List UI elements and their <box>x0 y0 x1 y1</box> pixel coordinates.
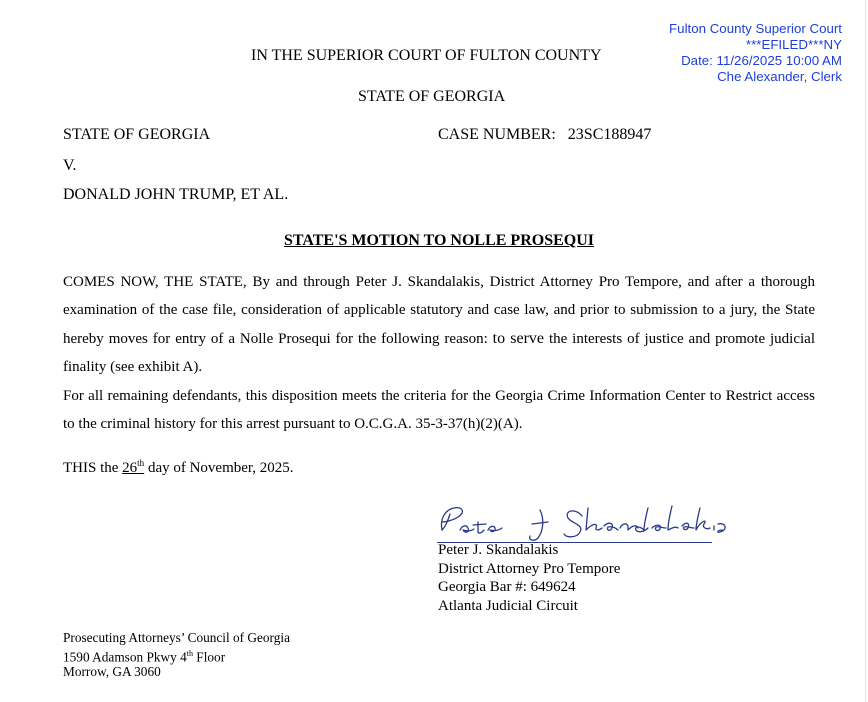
body-paragraph-2: For all remaining defendants, this disposition meets the criteria for the Georgia Crime Information Center to Restrict access to the criminal history for this arrest pursuant to O.C.G.A. 35-3-37(h)(2)(A). <box>63 387 815 433</box>
dated-day-suffix: th <box>137 458 145 468</box>
body-paragraph-1 <box>63 268 815 382</box>
case-number <box>438 126 651 144</box>
motion-title-text: STATE'S MOTION TO NOLLE PROSEQUI <box>283 232 594 249</box>
stamp-clerk: Che Alexander, Clerk <box>717 69 842 84</box>
motion-title <box>0 232 868 250</box>
footer-street-sup: th <box>186 648 193 658</box>
state-heading: STATE OF GEORGIA <box>358 88 506 105</box>
stamp-date: Date: 11/26/2025 10:00 AM <box>681 53 842 68</box>
handwritten-signature <box>432 500 732 544</box>
signer-circuit: Atlanta Judicial Circuit <box>438 597 578 614</box>
footer-street <box>63 646 290 665</box>
plaintiff-name: STATE OF GEORGIA <box>63 126 211 143</box>
efiled-stamp <box>669 21 842 85</box>
footer-street-b: Floor <box>192 648 226 664</box>
footer-city: Morrow, GA 3060 <box>63 664 161 680</box>
defendant-name: DONALD JOHN TRUMP, ET AL. <box>63 186 289 203</box>
para1-text-c: the interests of justice and promote judicial finality (see exhibit A). <box>63 330 815 376</box>
motion-body <box>63 268 815 438</box>
versus-mark: V. <box>63 157 77 174</box>
page-edge <box>865 0 866 702</box>
footer-organization: Prosecuting Attorneys’ Council of Georgia <box>63 630 290 645</box>
dated-line <box>63 458 294 477</box>
para1-text-a: COMES NOW, THE STATE, By and through Peter J. Skandalakis, District Attorney Pro Tempore, and after a thorough examination of the case file, consideration of applicable statutory and case law, and prior to submission to a jury, the State hereby moves for entry of a Nolle Prosequi for the following reason: <box>63 274 815 347</box>
signer-role: District Attorney Pro Tempore <box>438 560 621 577</box>
dated-day-number: 26 <box>122 460 138 476</box>
footer-address <box>63 630 290 680</box>
dated-prefix: THIS the <box>63 460 123 476</box>
signer-bar-number: Georgia Bar #: 649624 <box>438 579 576 595</box>
case-label: CASE NUMBER: <box>438 126 556 143</box>
footer-street-a: 1590 Adamson Pkwy 4 <box>63 648 187 664</box>
dated-day <box>122 460 144 476</box>
signer-name: Peter J. Skandalakis <box>438 542 559 558</box>
dated-suffix: day of November, 2025. <box>144 460 294 476</box>
court-heading: IN THE SUPERIOR COURT OF FULTON COUNTY <box>251 47 602 64</box>
signature-block <box>438 541 620 615</box>
para1-text-b: to serve <box>492 329 545 347</box>
stamp-court: Fulton County Superior Court <box>669 21 842 36</box>
stamp-efiled: ***EFILED***NY <box>745 37 842 52</box>
case-number-value: 23SC188947 <box>567 126 652 143</box>
signature-graphic <box>432 500 732 544</box>
